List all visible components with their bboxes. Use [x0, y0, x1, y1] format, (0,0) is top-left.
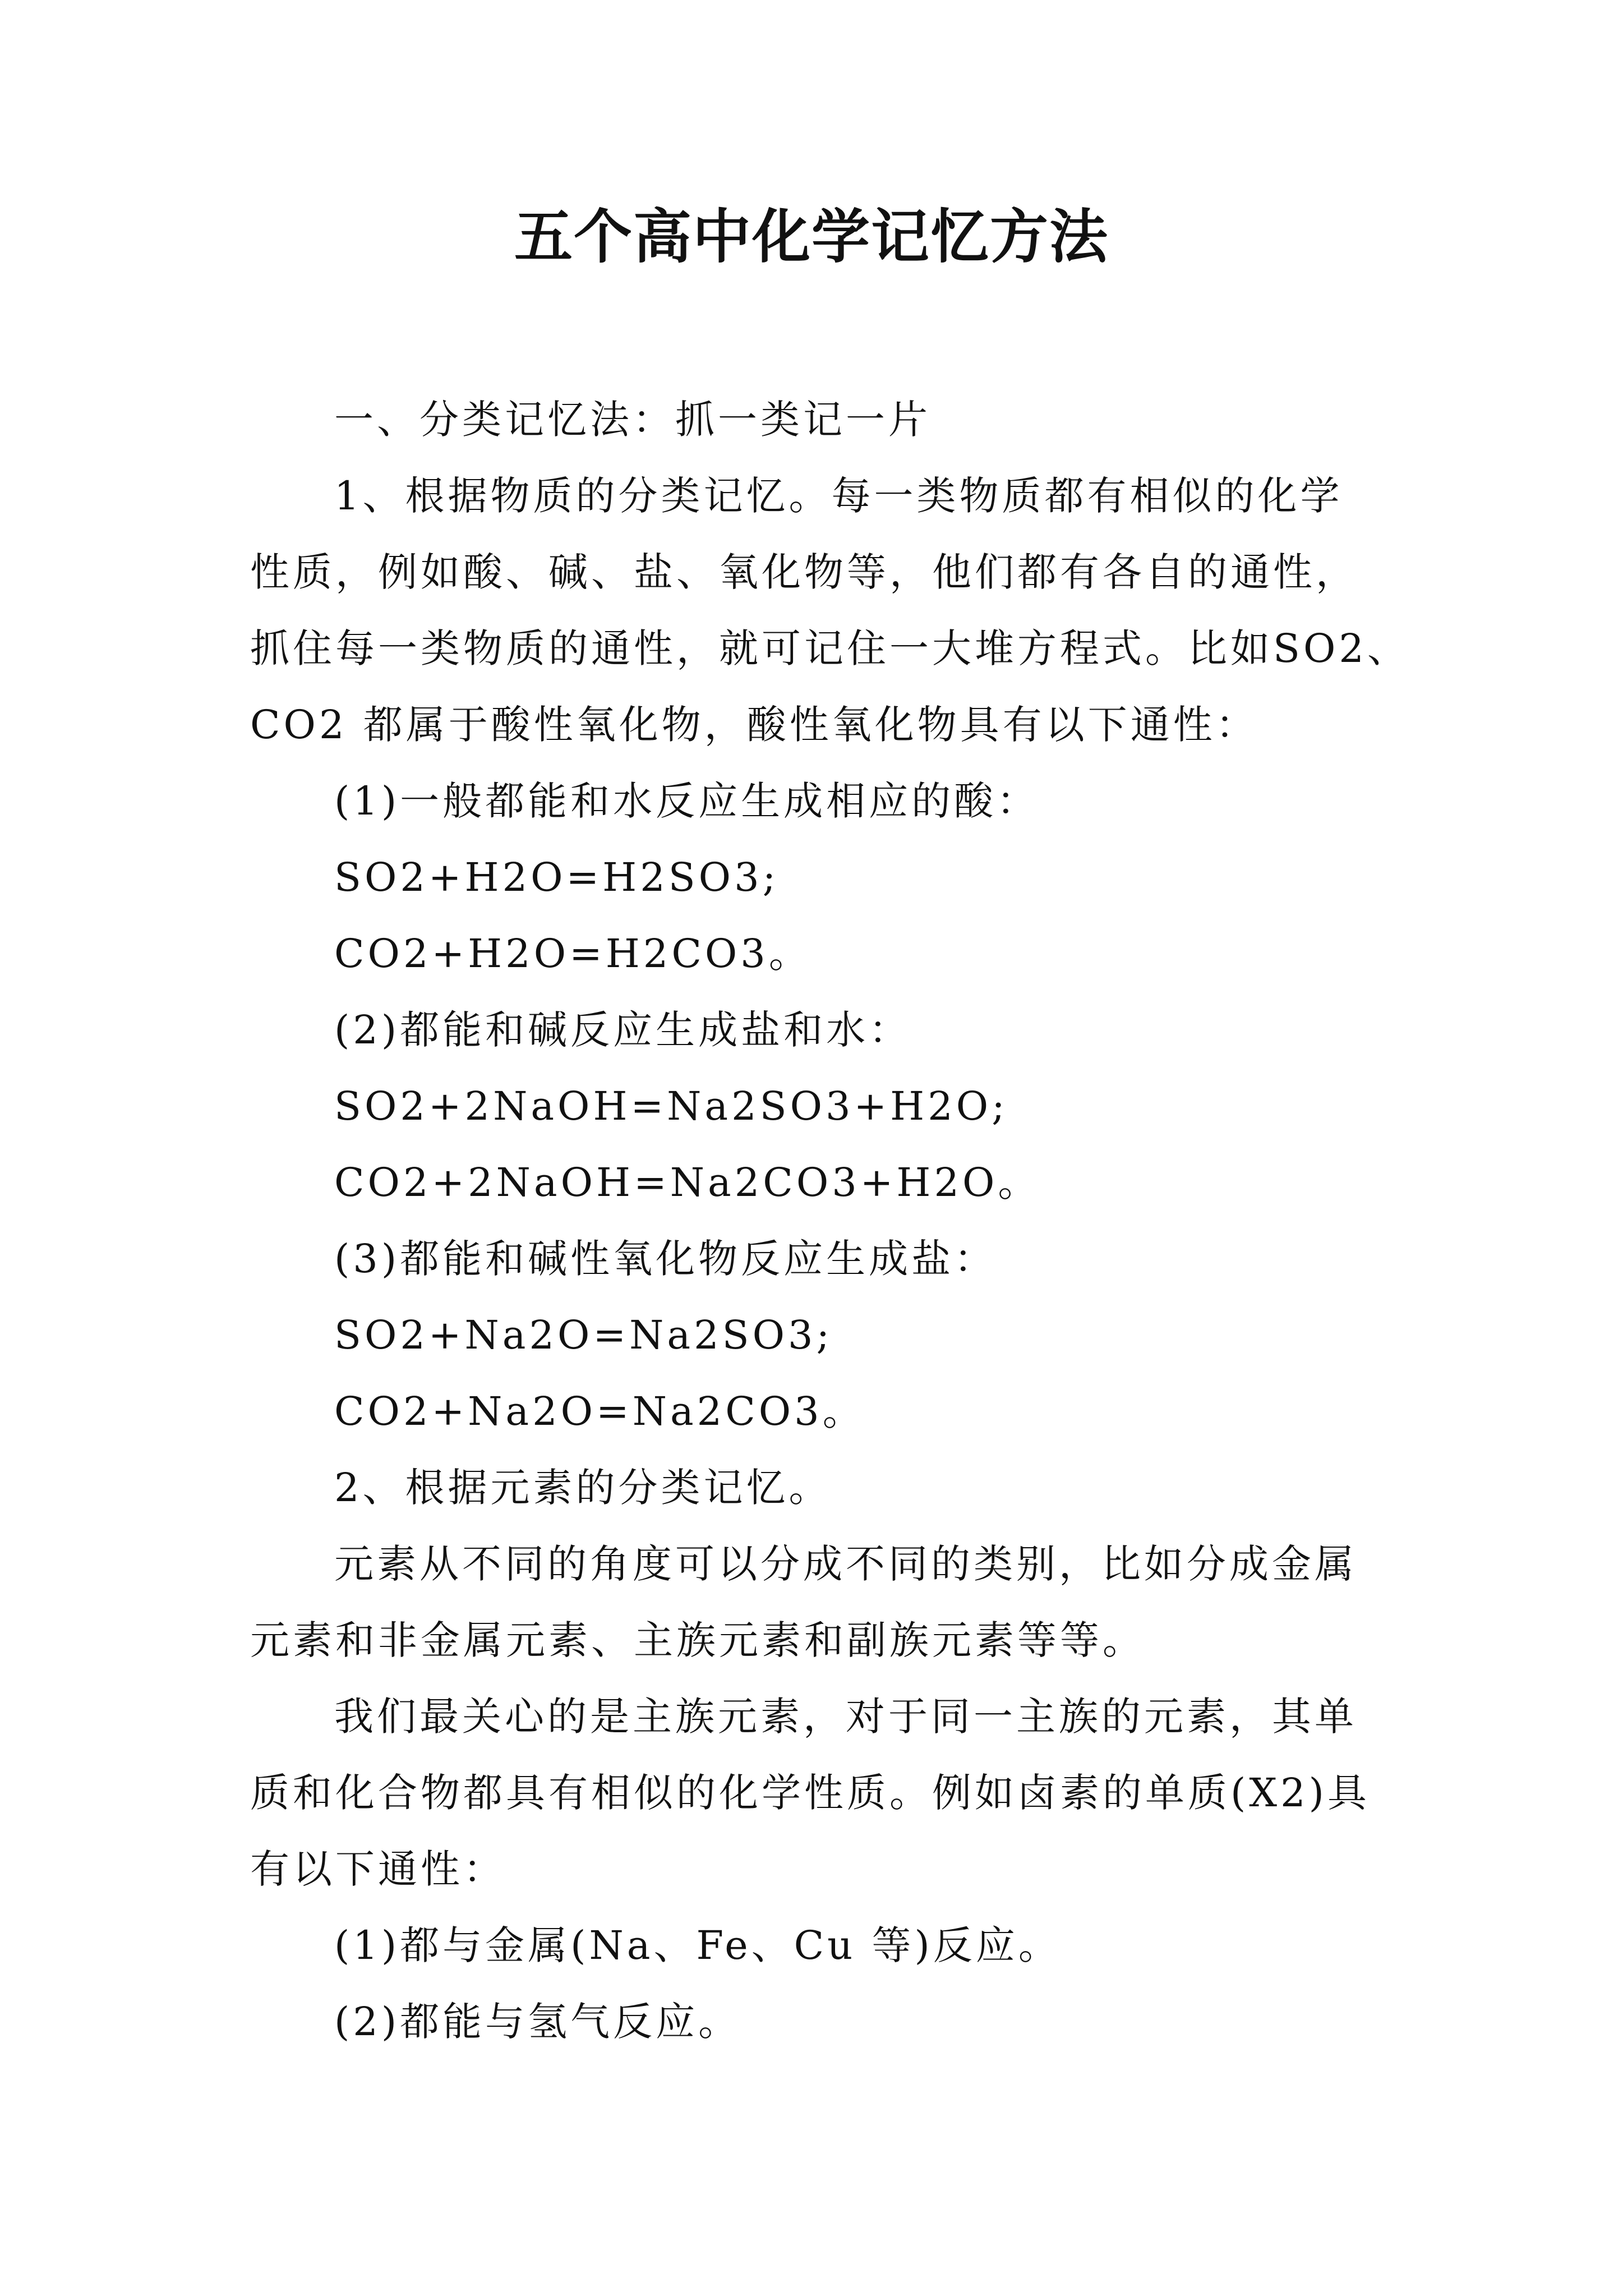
text-line: 抓住每一类物质的通性，就可记住一大堆方程式。比如SO2、	[250, 625, 1410, 671]
document-body	[250, 381, 1410, 2060]
text-line: 元素从不同的角度可以分成不同的类别，比如分成金属	[334, 1541, 1357, 1587]
text-line: CO2 都属于酸性氧化物，酸性氧化物具有以下通性：	[250, 702, 1258, 748]
equation-line: CO2+Na2O=Na2CO3。	[334, 1388, 865, 1434]
text-line: 性质，例如酸、碱、盐、氧化物等，他们都有各自的通性，	[250, 549, 1358, 595]
text-line: 元素和非金属元素、主族元素和副族元素等等。	[250, 1617, 1145, 1663]
text-line: (2)都能和碱反应生成盐和水：	[334, 1007, 912, 1053]
equation-line: SO2+2NaOH=Na2SO3+H2O;	[334, 1083, 1008, 1129]
text-line: 有以下通性：	[250, 1846, 506, 1892]
text-line: 2、根据元素的分类记忆。	[334, 1465, 832, 1511]
text-line: (2)都能与氢气反应。	[334, 1999, 741, 2045]
text-line: (1)都与金属(Na、Fe、Cu 等)反应。	[334, 1922, 1061, 1968]
page-title: 五个高中化学记忆方法	[514, 202, 1109, 271]
equation-line: SO2+H2O=H2SO3;	[334, 854, 780, 900]
text-line: 1、根据物质的分类记忆。每一类物质都有相似的化学	[334, 473, 1343, 519]
equation-line: CO2+H2O=H2CO3。	[334, 931, 811, 977]
equation-line: SO2+Na2O=Na2SO3;	[334, 1312, 833, 1358]
text-line: (1)一般都能和水反应生成相应的酸：	[334, 778, 1040, 824]
text-line: (3)都能和碱性氧化物反应生成盐：	[334, 1236, 997, 1282]
text-line: 一、分类记忆法：抓一类记一片	[334, 397, 931, 443]
text-line: 质和化合物都具有相似的化学性质。例如卤素的单质(X2)具	[250, 1770, 1370, 1816]
text-line: 我们最关心的是主族元素，对于同一主族的元素，其单	[334, 1694, 1357, 1740]
equation-line: CO2+2NaOH=Na2CO3+H2O。	[334, 1159, 1041, 1205]
